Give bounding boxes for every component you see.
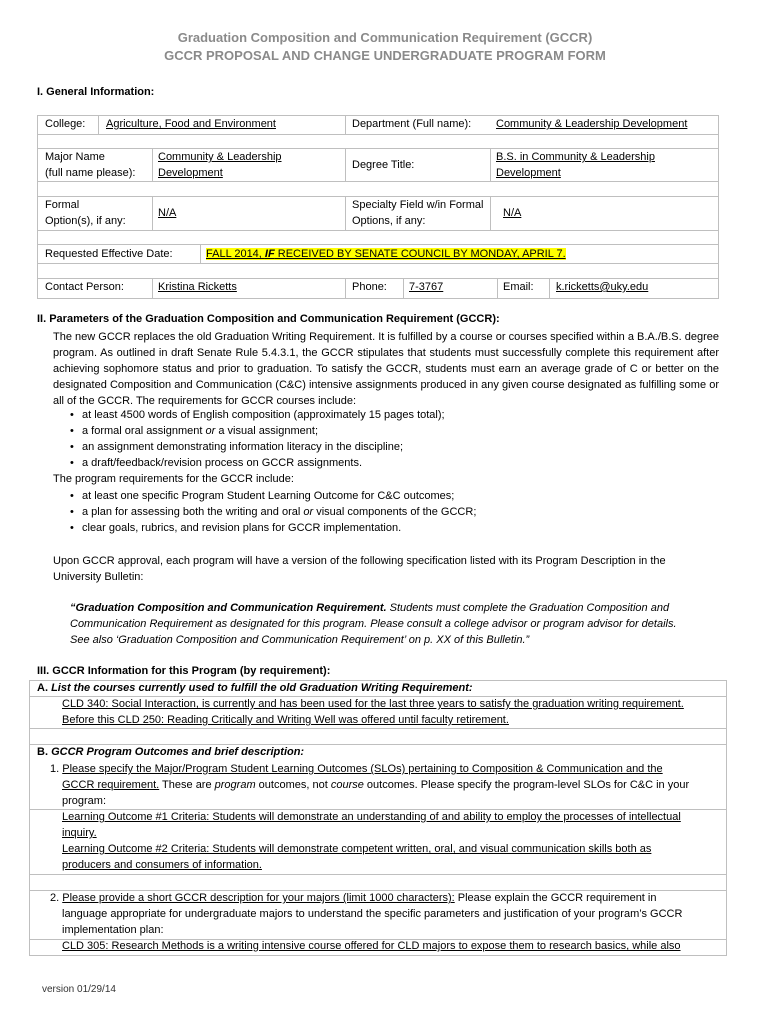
specialty-label-line-2: Options, if any: xyxy=(352,215,426,227)
version-footer: version 01/29/14 xyxy=(42,984,116,995)
learning-outcome-2-line-2[interactable]: producers and consumers of information. xyxy=(62,859,262,871)
specialty-value[interactable]: N/A xyxy=(503,207,522,219)
formal-label-line-1: Formal xyxy=(45,199,80,211)
list-item: • a plan for assessing both the writing and oral or visual components of the GCCR; xyxy=(70,506,477,518)
major-value-line-2[interactable]: Development xyxy=(158,167,223,179)
list-item: • a formal oral assignment or a visual assignment; xyxy=(70,425,318,437)
formal-label-line-2: Option(s), if any: xyxy=(45,215,126,227)
b1-question-line-3: program: xyxy=(62,795,107,807)
b2-question-line-2: language appropriate for undergraduate majors to understand the specific parameters and justification of your program’s GCCR xyxy=(62,908,683,920)
phone-value[interactable]: 7-3767 xyxy=(409,281,444,293)
approval-text-line-2: University Bulletin: xyxy=(53,571,144,583)
learning-outcome-1-line-2[interactable]: inquiry. xyxy=(62,827,97,839)
specialty-label-line-1: Specialty Field w/in Formal xyxy=(352,199,484,211)
b1-question-line-2: GCCR requirement. These are program outcomes, not course outcomes. Please specify the program-level SLOs for C&C in your xyxy=(62,779,690,791)
email-value[interactable]: k.ricketts@uky.edu xyxy=(556,281,649,293)
formal-value[interactable]: N/A xyxy=(158,207,177,219)
b2-answer-line-1[interactable]: CLD 305: Research Methods is a writing intensive course offered for CLD majors to expose them to research basics, while also xyxy=(62,940,681,952)
part-a-answer-line-2[interactable]: Before this CLD 250: Reading Critically and Writing Well was offered until faculty retirement. xyxy=(62,714,509,726)
form-title-line-1: Graduation Composition and Communication Requirement (GCCR) xyxy=(177,30,593,45)
effective-date-value[interactable]: FALL 2014, IF RECEIVED BY SENATE COUNCIL BY MONDAY, APRIL 7. xyxy=(206,248,566,260)
list-item: • at least one specific Program Student Learning Outcome for C&C outcomes; xyxy=(70,490,455,502)
section-3-heading: III. GCCR Information for this Program (by requirement): xyxy=(37,665,331,677)
email-label: Email: xyxy=(503,281,534,293)
list-item: • a draft/feedback/revision process on GCCR assignments. xyxy=(70,457,363,469)
contact-person-value[interactable]: Kristina Ricketts xyxy=(158,281,237,293)
degree-label: Degree Title: xyxy=(352,159,415,171)
list-item: • an assignment demonstrating information literacy in the discipline; xyxy=(70,441,403,453)
learning-outcome-2-line-1[interactable]: Learning Outcome #2 Criteria: Students will demonstrate competent written, oral, and visual communication skills both as xyxy=(62,843,652,855)
effective-date-label: Requested Effective Date: xyxy=(45,248,173,260)
program-requirements-intro: The program requirements for the GCCR include: xyxy=(53,473,294,485)
degree-value-line-1[interactable]: B.S. in Community & Leadership xyxy=(496,151,655,163)
list-item: • at least 4500 words of English composition (approximately 15 pages total); xyxy=(70,409,445,421)
b2-question-line-3: implementation plan: xyxy=(62,924,164,936)
b1-question-line-1: 1. Please specify the Major/Program Student Learning Outcomes (SLOs) pertaining to Composition & Communication and the xyxy=(50,763,663,775)
section-1-heading: I. General Information: xyxy=(37,86,155,98)
part-a-answer-line-1[interactable]: CLD 340: Social Interaction, is currently and has been used for the last three years to satisfy the graduation writing requirement. xyxy=(62,698,684,710)
quote-line-2: Communication Requirement as designated for this program. Please consult a college advisor or program advisor for details. xyxy=(70,618,677,630)
college-label: College: xyxy=(45,118,86,130)
form-title-line-2: GCCR PROPOSAL AND CHANGE UNDERGRADUATE PROGRAM FORM xyxy=(164,48,606,63)
b2-question-line-1: 2. Please provide a short GCCR description for your majors (limit 1000 characters): Please explain the GCCR requirement in xyxy=(50,892,657,904)
college-value[interactable]: Agriculture, Food and Environment xyxy=(106,118,276,130)
major-label-line-2: (full name please): xyxy=(45,167,136,179)
degree-value-line-2[interactable]: Development xyxy=(496,167,561,179)
major-label-line-1: Major Name xyxy=(45,151,105,163)
gccr-intro-paragraph: The new GCCR replaces the old Graduation Writing Requirement. It is fulfilled by a course or courses specified within a B.A./B.S. degree program. As outlined in draft Senate Rule 5.4.3.1, the GCCR stipulates that students must successfully complete this requirement after achieving sophomore status and prior to graduation. To satisfy the GCCR, students must earn an average grade of C or better on the designated Composition and Communication (C&C) intensive assignments produced in any given course designated as fulfilling some or all of the GCCR. The requirements for GCCR courses include: xyxy=(53,331,719,407)
quote-line-3: See also ‘Graduation Composition and Communication Requirement’ on p. XX of this Bulletin.” xyxy=(70,634,530,646)
department-value[interactable]: Community & Leadership Development xyxy=(496,118,688,130)
contact-person-label: Contact Person: xyxy=(45,281,124,293)
department-label: Department (Full name): xyxy=(352,118,472,130)
phone-label: Phone: xyxy=(352,281,387,293)
part-a-heading: A. List the courses currently used to fulfill the old Graduation Writing Requirement: xyxy=(37,682,473,694)
major-value-line-1[interactable]: Community & Leadership xyxy=(158,151,282,163)
list-item: • clear goals, rubrics, and revision plans for GCCR implementation. xyxy=(70,522,402,534)
approval-text-line-1: Upon GCCR approval, each program will have a version of the following specification listed with its Program Description in the xyxy=(53,555,666,567)
learning-outcome-1-line-1[interactable]: Learning Outcome #1 Criteria: Students will demonstrate an understanding of and ability to employ the processes of intellectual xyxy=(62,811,681,823)
quote-line-1: “Graduation Composition and Communication Requirement. Students must complete the Graduation Composition and xyxy=(70,602,670,614)
part-b-heading: B. GCCR Program Outcomes and brief description: xyxy=(37,746,305,758)
section-2-heading: II. Parameters of the Graduation Composition and Communication Requirement (GCCR): xyxy=(37,313,500,325)
